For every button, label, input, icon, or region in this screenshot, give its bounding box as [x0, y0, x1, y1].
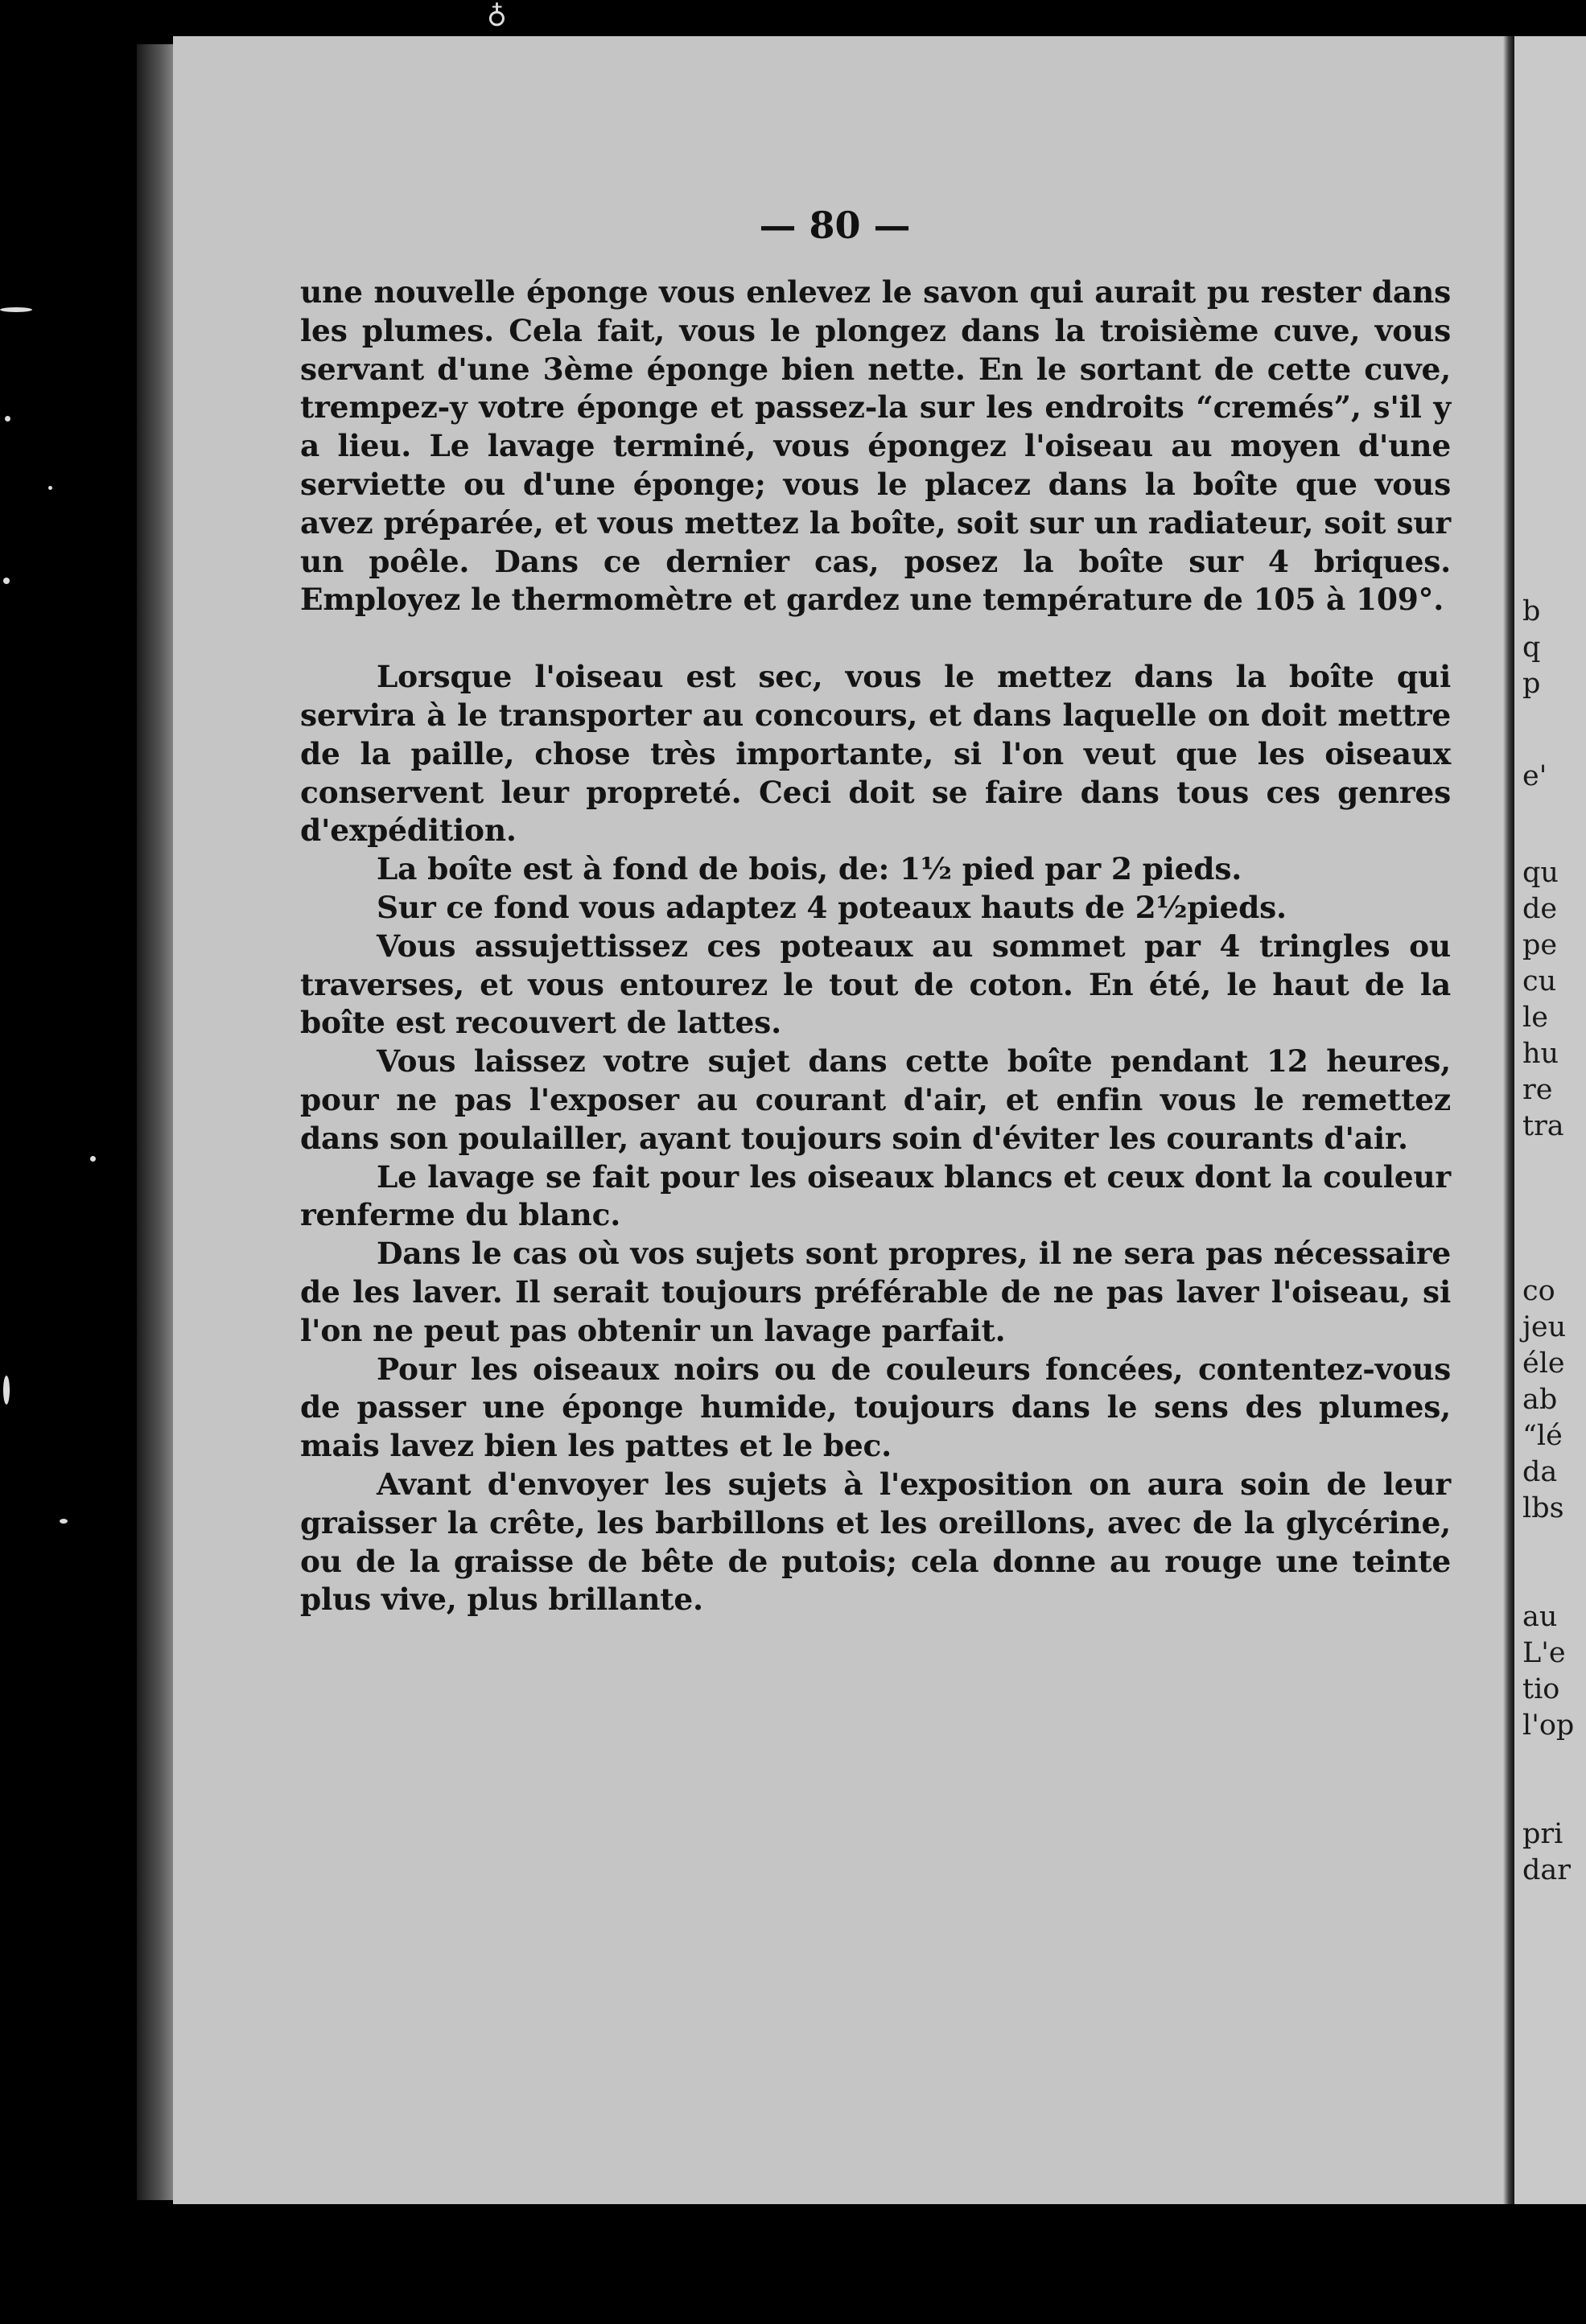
- paragraph: Vous laissez votre sujet dans cette boîte pendant 12 heures, pour ne pas l'exposer au courant d'air, et enfin vous le remettez dans son poulailler, ayant toujours soin d'éviter les courants d'air.: [300, 1043, 1451, 1156]
- paragraph: Pour les oiseaux noirs ou de couleurs foncées, contentez-vous de passer une éponge humide, toujours dans le sens des plumes, mais lavez bien les pattes et le bec.: [300, 1351, 1451, 1464]
- book-page: [173, 36, 1513, 2204]
- next-page-fragment: éle: [1522, 1347, 1565, 1380]
- scan-speck: [5, 416, 10, 422]
- next-page-fragment: de: [1522, 893, 1558, 925]
- scan-speck: [48, 486, 52, 490]
- paragraph: Avant d'envoyer les sujets à l'exposition on aura soin de leur graisser la crête, les barbillons et les oreillons, avec de la glycérine, ou de la graisse de bête de putois; cela donne au rouge une teinte plus vive, plus brillante.: [300, 1466, 1451, 1618]
- scan-mark: ♁: [487, 0, 507, 30]
- next-page-fragment: “lé: [1522, 1420, 1563, 1452]
- page-gutter: [1503, 36, 1514, 2204]
- next-page-fragment: q: [1522, 631, 1541, 664]
- next-page-fragment: L'e: [1522, 1637, 1566, 1669]
- next-page-fragment: b: [1522, 595, 1541, 627]
- next-page-fragment: re: [1522, 1074, 1553, 1106]
- next-page-fragment: tio: [1522, 1673, 1560, 1705]
- next-page-fragment: tra: [1522, 1110, 1564, 1142]
- next-page-fragment: au: [1522, 1601, 1558, 1633]
- paragraph: Lorsque l'oiseau est sec, vous le mettez dans la boîte qui servira à le transporter au concours, et dans laquelle on doit mettre de la paille, chose très importante, si l'on veut que les oiseaux conservent leur propreté. Ceci doit se faire dans tous ces genres d'expédition.: [300, 659, 1451, 849]
- scan-speck: [3, 1376, 10, 1405]
- next-page-fragment: le: [1522, 1002, 1548, 1034]
- next-page-fragment: ab: [1522, 1384, 1558, 1416]
- next-page-fragment: pri: [1522, 1818, 1563, 1850]
- next-page-fragment: dar: [1522, 1854, 1572, 1886]
- next-page-fragment: e': [1522, 760, 1547, 792]
- scan-speck: [3, 578, 10, 584]
- next-page-edge: [1514, 36, 1586, 2204]
- page-body-text: [300, 274, 1451, 1619]
- next-page-fragment: l'op: [1522, 1709, 1575, 1742]
- page-binding-edge: [137, 44, 175, 2200]
- scan-speck: [60, 1519, 68, 1524]
- scan-speck: [90, 1156, 96, 1162]
- paragraph: La boîte est à fond de bois, de: 1½ pied par 2 pieds.: [377, 851, 1242, 887]
- next-page-fragment: pe: [1522, 929, 1558, 961]
- paragraph: Vous assujettissez ces poteaux au sommet par 4 tringles ou traverses, et vous entourez le tout de coton. En été, le haut de la boîte est recouvert de lattes.: [300, 928, 1451, 1041]
- next-page-fragment: co: [1522, 1275, 1555, 1307]
- scan-speck: [0, 307, 32, 312]
- next-page-fragment: da: [1522, 1456, 1558, 1488]
- page-number: — 80 —: [759, 204, 911, 247]
- next-page-fragment: qu: [1522, 857, 1559, 889]
- paragraph: Dans le cas où vos sujets sont propres, il ne sera pas nécessaire de les laver. Il serait toujours préférable de ne pas laver l'oiseau, si l'on ne peut pas obtenir un lavage parfait.: [300, 1236, 1451, 1348]
- next-page-fragment: hu: [1522, 1038, 1559, 1070]
- paragraph: une nouvelle éponge vous enlevez le savon qui aurait pu rester dans les plumes. Cela fait, vous le plongez dans la troisième cuve, vous servant d'une 3ème éponge bien nette. En le sortant de cette cuve, trempez-y votre éponge et passez-la sur les endroits “cremés”, s'il y a lieu. Le lavage terminé, vous épongez l'oiseau au moyen d'une serviette ou d'une éponge; vous le placez dans la boîte que vous avez préparée, et vous mettez la boîte, soit sur un radiateur, soit sur un poêle. Dans ce dernier cas, posez la boîte sur 4 briques. Employez le thermomètre et gardez une température de 105 à 109°.: [300, 274, 1451, 618]
- next-page-fragment: cu: [1522, 965, 1557, 997]
- next-page-fragment: p: [1522, 668, 1541, 700]
- paragraph: Le lavage se fait pour les oiseaux blancs et ceux dont la couleur renferme du blanc.: [300, 1158, 1451, 1233]
- next-page-fragment: jeu: [1522, 1311, 1567, 1343]
- paragraph: Sur ce fond vous adaptez 4 poteaux hauts de 2½pieds.: [377, 889, 1287, 925]
- next-page-fragment: lbs: [1522, 1492, 1564, 1524]
